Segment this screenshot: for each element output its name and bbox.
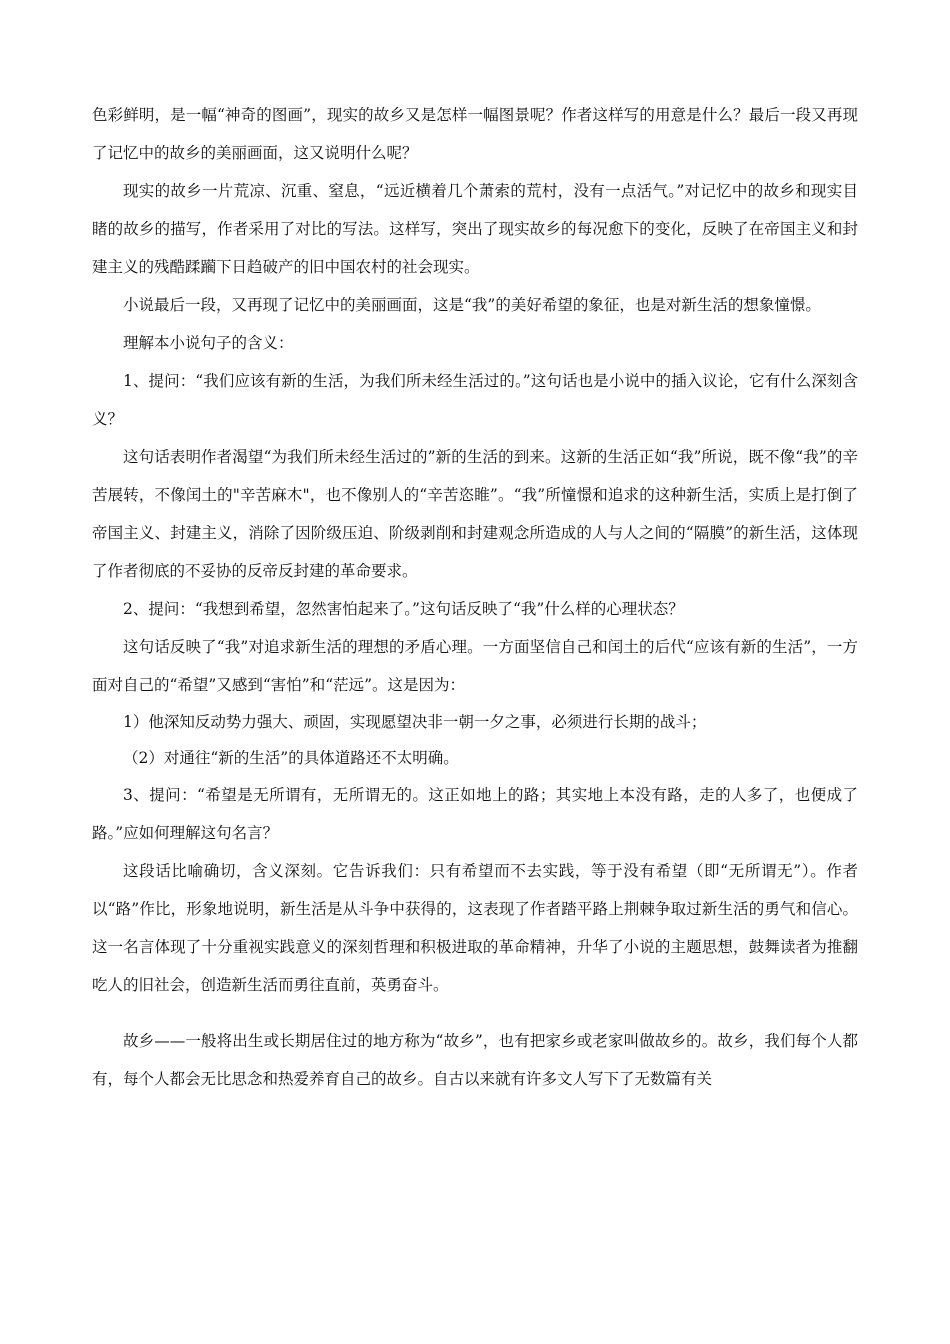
section-heading: 理解本小说句子的含义： [123, 334, 294, 352]
paragraph-hometown: 故乡——一般将出生或长期居住过的地方称为“故乡”，也有把家乡或老家叫做故乡的。故乡，我们每个人都有，每个人都会无比思念和热爱养育自己的故乡。自古以来就有许多文人写下了无数篇有关 [92, 1032, 858, 1088]
blank-line [92, 1004, 858, 1022]
question-3: 3、提问：“希望是无所谓有，无所谓无的。这正如地上的路；其实地上本没有路，走的人多了，也便成了路。”应如何理解这句名言？ [92, 786, 858, 842]
question-2: 2、提问：“我想到希望，忽然害怕起来了。”这句话反映了“我”什么样的心理状态？ [123, 600, 684, 618]
paragraph-1: 色彩鲜明，是一幅“神奇的图画”，现实的故乡又是怎样一幅图景呢？作者这样写的用意是什么？最后一段又再现了记忆中的故乡的美丽画面，这又说明什么呢？ [92, 106, 858, 162]
question-1: 1、提问：“我们应该有新的生活，为我们所未经生活过的。”这句话也是小说中的插入议论，它有什么深刻含义？ [92, 372, 858, 428]
answer-3: 这段话比喻确切，含义深刻。它告诉我们：只有希望而不去实践，等于没有希望（即“无所谓无”）。作者以“路”作比，形象地说明，新生活是从斗争中获得的，这表现了作者踏平路上荆棘争取过新生活的勇气和信心。这一名言体现了十分重视实践意义的深刻哲理和积极进取的革命精神，升华了小说的主题思想，鼓舞读者为推翻吃人的旧社会，创造新生活而勇往直前，英勇奋斗。 [92, 862, 858, 994]
answer-1: 这句话表明作者渴望“为我们所未经生活过的”新的生活的到来。这新的生活正如“我”所说，既不像“我”的辛苦展转，不像闰土的"辛苦麻木"，也不像别人的“辛苦恣睢”。“我”所憧憬和追求的这种新生活，实质上是打倒了帝国主义、封建主义，消除了因阶级压迫、阶级剥削和封建观念所造成的人与人之间的“隔膜”的新生活，这体现了作者彻底的不妥协的反帝反封建的革命要求。 [92, 448, 858, 580]
answer-2-point-1: 1）他深知反动势力强大、顽固，实现愿望决非一朝一夕之事，必须进行长期的战斗； [123, 713, 707, 731]
paragraph-3: 小说最后一段，又再现了记忆中的美丽画面，这是“我”的美好希望的象征，也是对新生活的想象憧憬。 [123, 296, 821, 314]
answer-2: 这句话反映了“我”对追求新生活的理想的矛盾心理。一方面坚信自己和闰土的后代“应该有新的生活”，一方面对自己的“希望”又感到“害怕”和“茫远”。这是因为： [92, 638, 858, 694]
answer-2-point-2: （2）对通往“新的生活”的具体道路还不太明确。 [123, 749, 459, 767]
paragraph-2: 现实的故乡一片荒凉、沉重、窒息，“远近横着几个萧索的荒村，没有一点活气。”对记忆中的故乡和现实目睹的故乡的描写，作者采用了对比的写法。这样写，突出了现实故乡的每况愈下的变化，反映了在帝国主义和封建主义的残酷蹂躏下日趋破产的旧中国农村的社会现实。 [92, 182, 858, 276]
